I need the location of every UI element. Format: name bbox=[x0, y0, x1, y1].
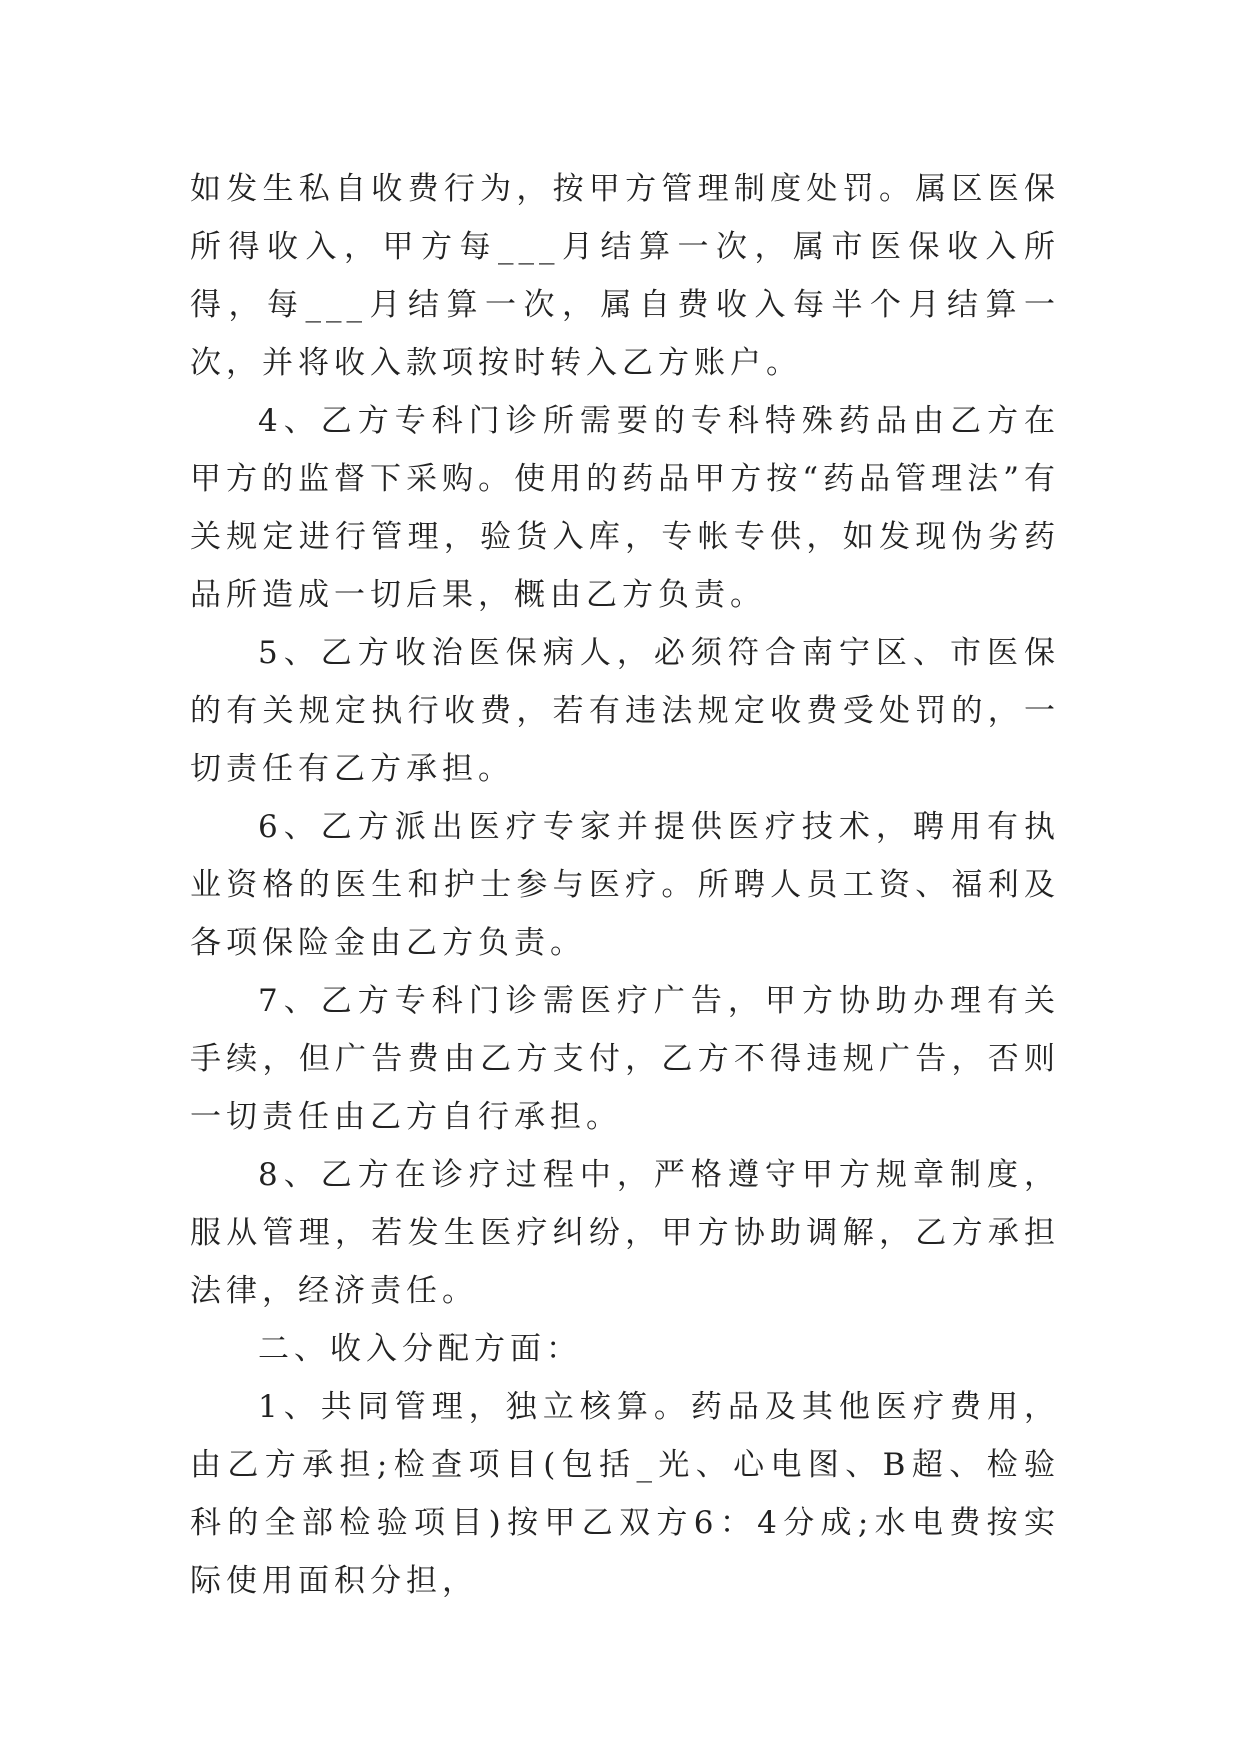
section-heading-income-distribution: 二、收入分配方面： bbox=[258, 1331, 582, 1367]
paragraph-income-settlement: 如发生私自收费行为，按甲方管理制度处罚。属区医保所得收入，甲方每___月结算一次，属市医保收入所得，每___月结算一次，属自费收入每半个月结算一次，并将收入款项按时转入乙方账户。 bbox=[190, 171, 1060, 381]
paragraph-clause-6: 6、乙方派出医疗专家并提供医疗技术，聘用有执业资格的医生和护士参与医疗。所聘人员工资、福利及各项保险金由乙方负责。 bbox=[190, 809, 1060, 961]
paragraph-clause-5: 5、乙方收治医保病人，必须符合南宁区、市医保的有关规定执行收费，若有违法规定收费受处罚的，一切责任有乙方承担。 bbox=[190, 635, 1060, 787]
document-body bbox=[190, 160, 1060, 1610]
paragraph-clause-8: 8、乙方在诊疗过程中，严格遵守甲方规章制度，服从管理，若发生医疗纠纷，甲方协助调解，乙方承担法律，经济责任。 bbox=[190, 1157, 1060, 1309]
paragraph-clause-4: 4、乙方专科门诊所需要的专科特殊药品由乙方在甲方的监督下采购。使用的药品甲方按“药品管理法”有关规定进行管理，验货入库，专帐专供，如发现伪劣药品所造成一切后果，概由乙方负责。 bbox=[190, 403, 1060, 613]
paragraph-clause-7: 7、乙方专科门诊需医疗广告，甲方协助办理有关手续，但广告费由乙方支付，乙方不得违规广告，否则一切责任由乙方自行承担。 bbox=[190, 983, 1060, 1135]
paragraph-distribution-1: 1、共同管理，独立核算。药品及其他医疗费用，由乙方承担;检查项目(包括_光、心电图、B超、检验科的全部检验项目)按甲乙双方6：4分成;水电费按实际使用面积分担， bbox=[190, 1389, 1060, 1599]
